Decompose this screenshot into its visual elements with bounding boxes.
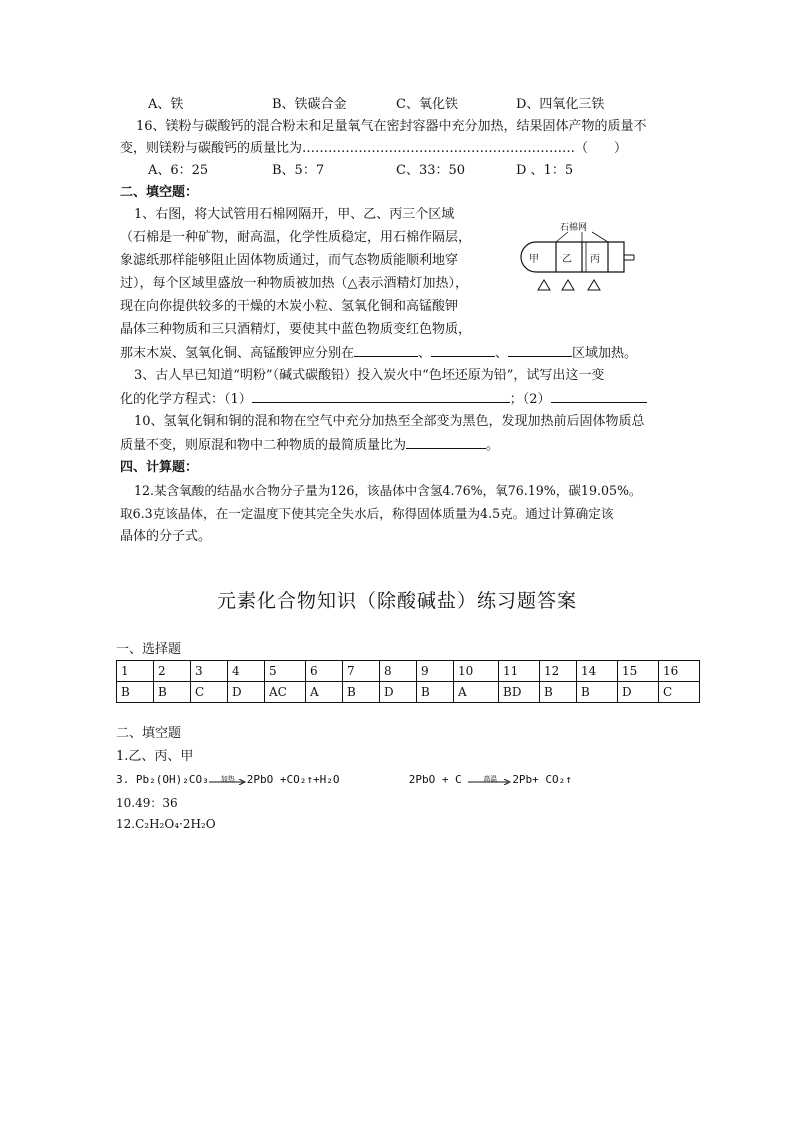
- q12-line1: 12.某含氧酸的结晶水合物分子量为126，该晶体中含氢4.76%，氧76.19%，碳19.05%。: [134, 483, 642, 498]
- q1-line7: [120, 342, 637, 365]
- answers-title: 元素化合物知识（除酸碱盐）练习题答案: [216, 590, 577, 612]
- q1-line5: 现在向你提供较多的干燥的木炭小粒、氢氧化铜和高锰酸钾: [120, 299, 459, 314]
- q1-line6: 晶体三种物质和三只酒精灯，要使其中蓝色物质变红色物质，: [120, 322, 472, 337]
- q15-option-d: D、四氧化三铁: [516, 97, 605, 112]
- answers-section2: 二、填空题: [116, 726, 182, 741]
- q1-last-prefix: 那末木炭、氢氧化铜、高锰酸钾应分别在: [120, 346, 355, 361]
- q12-line2: 取6.3克该晶体，在一定温度下使其完全失水后，称得固体质量为4.5克。通过计算确定该: [120, 506, 614, 521]
- answers-table: [116, 660, 700, 703]
- region-bing: 丙: [590, 254, 600, 265]
- eq2-right: 2Pb+ CO₂↑: [512, 773, 572, 786]
- answers-table-header-cell: 12: [540, 661, 577, 682]
- answers-table-value-cell: AC: [265, 682, 306, 703]
- answer-1: 1.乙、丙、甲: [116, 749, 194, 764]
- answers-table-value-cell: C: [191, 682, 228, 703]
- q1-blank-2: [431, 342, 495, 357]
- q16-options: [148, 160, 573, 182]
- q16-option-c: C、33：50: [396, 163, 466, 178]
- answers-table-value-cell: B: [343, 682, 380, 703]
- answers-table-header-cell: 2: [154, 661, 191, 682]
- eq2-arrow: [468, 773, 512, 787]
- answers-table-value-cell: BD: [499, 682, 540, 703]
- q12-line3: 晶体的分子式。: [120, 529, 212, 544]
- arrow-right-icon: [209, 779, 247, 785]
- answer-3-label: 3.: [116, 773, 130, 786]
- q16-option-b: B、5：7: [272, 163, 325, 178]
- answers-table-value-cell: B: [117, 682, 154, 703]
- q16-line1: 16、镁粉与碳酸钙的混合粉末和足量氧气在密封容器中充分加热，结果固体产物的质量不: [136, 119, 647, 134]
- eq1-left: Pb₂(OH)₂CO₃: [135, 773, 209, 786]
- q15-option-b: B、铁碳合金: [272, 97, 347, 112]
- answers-table-header-cell: 16: [659, 661, 700, 682]
- eq2-left: 2PbO + C: [408, 773, 462, 786]
- answers-table-value-cell: B: [154, 682, 191, 703]
- test-tube-figure: [512, 222, 652, 296]
- answers-section1: 一、选择题: [116, 642, 182, 657]
- q3-line2: [120, 388, 647, 411]
- answers-table-value-cell: B: [540, 682, 577, 703]
- section2-title: 二、填空题：: [120, 185, 199, 200]
- answers-table-value-cell: D: [618, 682, 659, 703]
- q1-line2: （石棉是一种矿物，耐高温，化学性质稳定，用石棉作隔层，: [120, 230, 472, 245]
- answers-table-value-row: [117, 682, 700, 703]
- eq1-right: 2PbO +CO₂↑+H₂O: [246, 773, 340, 786]
- eq1-condition: 加热: [220, 775, 235, 783]
- q1-blank-3: [508, 342, 572, 357]
- region-yi: 乙: [562, 254, 572, 265]
- q1-sep-1: 、: [418, 346, 432, 361]
- answers-table-header-cell: 6: [306, 661, 343, 682]
- answers-table-header-cell: 7: [343, 661, 380, 682]
- asbestos-label: 石棉网: [560, 223, 588, 233]
- answers-table-value-cell: D: [380, 682, 417, 703]
- answers-table-header-cell: 4: [228, 661, 265, 682]
- q10-line1: 10、氢氧化铜和铜的混和物在空气中充分加热至全部变为黑色，发现加热前后固体物质总: [134, 414, 645, 429]
- q1-line3: 象滤纸那样能够阻止固体物质通过，而气态物质能顺利地穿: [120, 253, 459, 268]
- q1-sep-2: 、: [495, 346, 509, 361]
- q15-options: [148, 94, 604, 116]
- answer-12: 12.C₂H₂O₄·2H₂O: [116, 817, 216, 831]
- answers-table-header-cell: 14: [577, 661, 618, 682]
- answers-table-header-cell: 3: [191, 661, 228, 682]
- q15-option-a: A、铁: [148, 97, 184, 112]
- answers-table-header-cell: 1: [117, 661, 154, 682]
- q3-blank-1: [252, 388, 510, 403]
- arrow-right-icon: [468, 779, 512, 785]
- q16-line2: 变，则镁粉与碳酸钙的质量比为………………………………………………………（ ）: [120, 141, 628, 156]
- answers-table-value-cell: B: [417, 682, 454, 703]
- q10-blank: [406, 434, 486, 449]
- q10-line2-suffix: 。: [486, 438, 500, 453]
- q15-option-c: C、氧化铁: [396, 97, 458, 112]
- answers-table-header-row: [117, 661, 700, 682]
- answers-table-header-cell: 8: [380, 661, 417, 682]
- q3-blank-2: [551, 388, 647, 403]
- q16-option-d: D 、1：5: [516, 163, 574, 178]
- q3-line2-mid: ；（2）: [509, 392, 551, 407]
- answer-3: [116, 770, 572, 790]
- q1-last-suffix: 区域加热。: [572, 346, 638, 361]
- answers-table-header-cell: 9: [417, 661, 454, 682]
- answers-table-value-cell: D: [228, 682, 265, 703]
- answers-table-value-cell: C: [659, 682, 700, 703]
- answers-table-value-cell: B: [577, 682, 618, 703]
- answer-10: 10.49：36: [116, 796, 178, 810]
- q3-line2-prefix: 化的化学方程式：（1）: [120, 392, 252, 407]
- q3-line1: 3、古人早已知道“明粉”（碱式碳酸铅）投入炭火中“色坯还原为铅”，试写出这一变: [134, 368, 605, 383]
- answers-table-header-cell: 15: [618, 661, 659, 682]
- q1-line4: 过），每个区域里盛放一种物质被加热（△表示酒精灯加热），: [120, 276, 468, 291]
- answers-table-value-cell: A: [306, 682, 343, 703]
- q1-blank-1: [354, 342, 418, 357]
- section4-title: 四、计算题：: [120, 460, 199, 475]
- answers-table-header-cell: 10: [454, 661, 499, 682]
- q16-option-a: A、6：25: [148, 163, 209, 178]
- q10-line2: [120, 434, 499, 457]
- answers-table-value-cell: A: [454, 682, 499, 703]
- q10-line2-prefix: 质量不变，则原混和物中二种物质的最简质量比为: [120, 438, 407, 453]
- answers-table-header-cell: 11: [499, 661, 540, 682]
- eq1-arrow: [209, 773, 247, 787]
- q1-line1: 1、右图，将大试管用石棉网隔开，甲、乙、丙三个区域: [134, 207, 455, 222]
- eq2-condition: 高温: [483, 775, 498, 783]
- answers-table-header-cell: 5: [265, 661, 306, 682]
- region-jia: 甲: [529, 254, 539, 265]
